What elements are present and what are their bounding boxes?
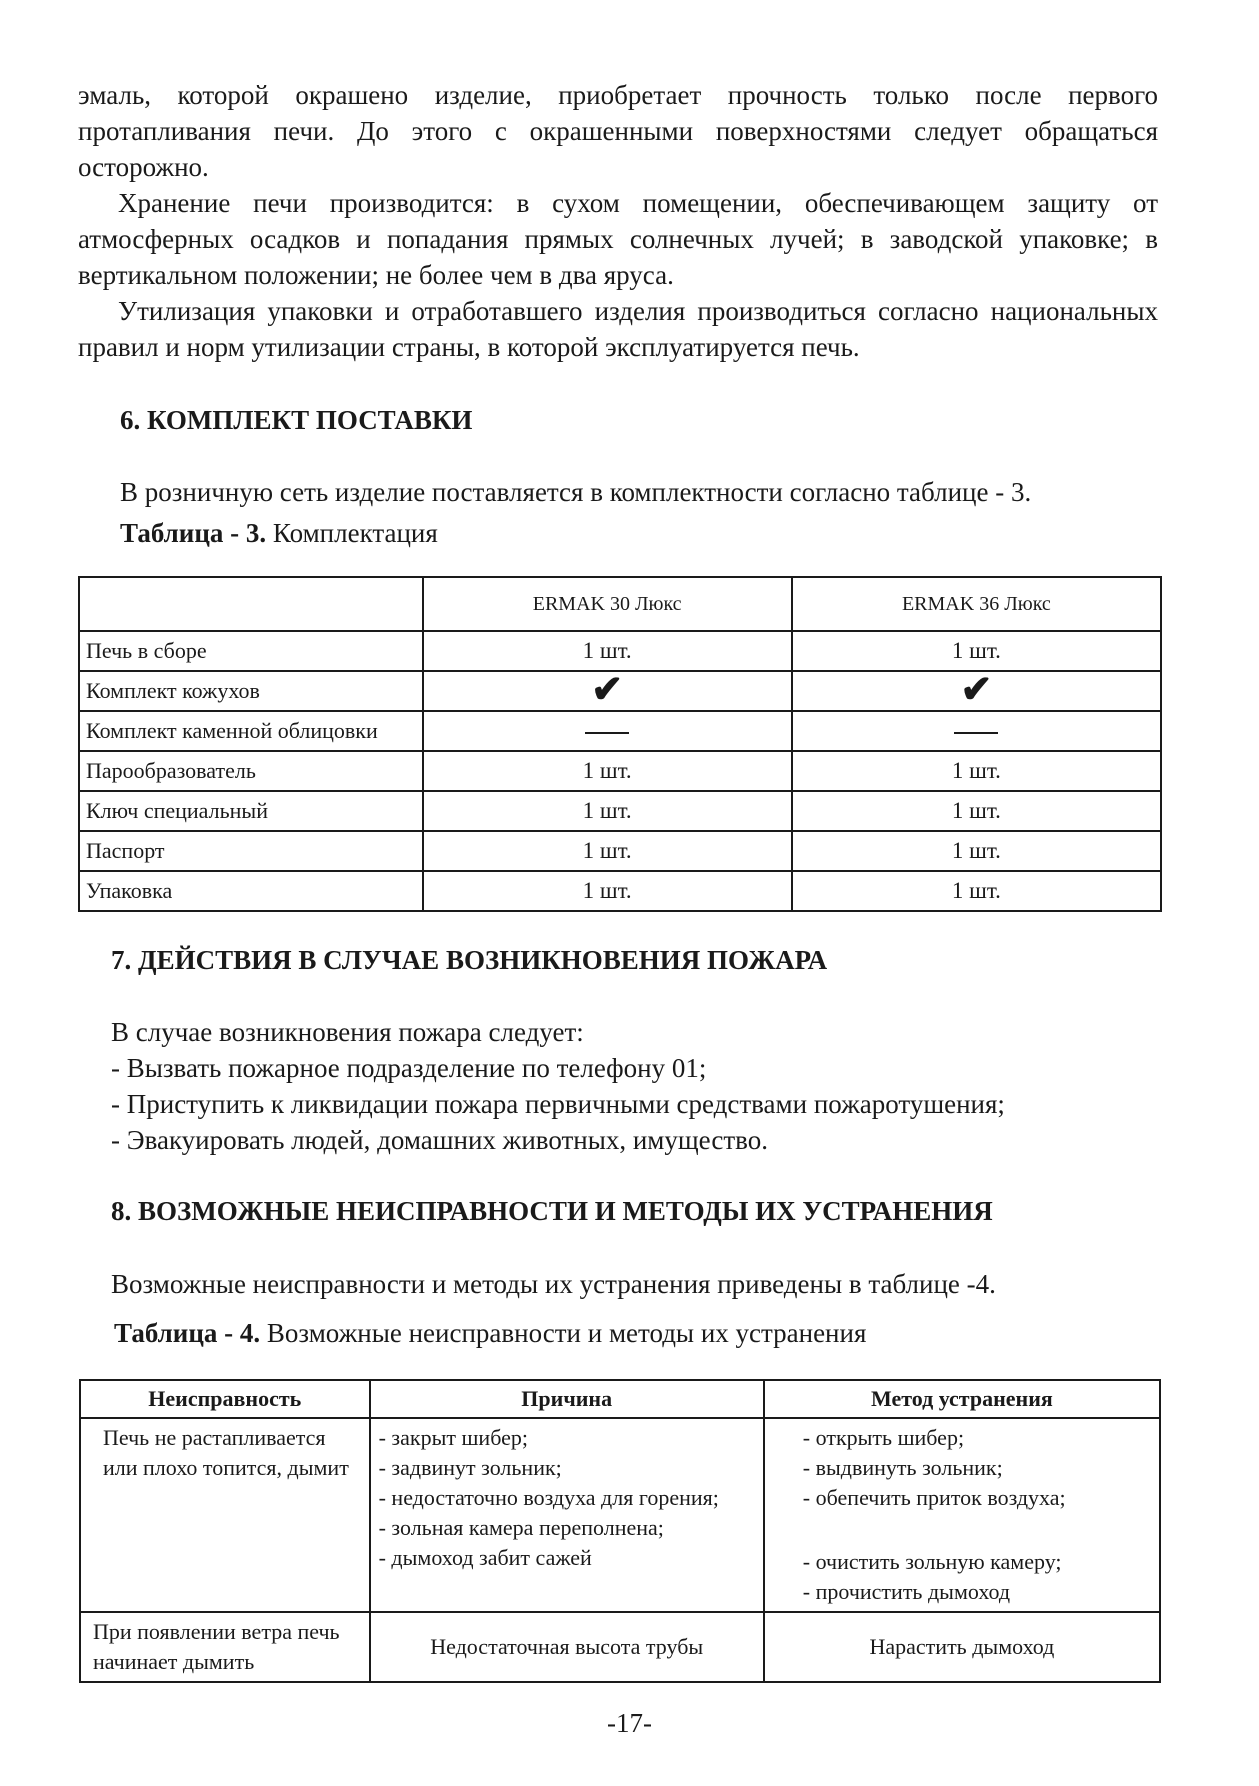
row-value-36: 1 шт. bbox=[792, 871, 1161, 911]
list-item: - Эвакуировать людей, домашних животных, имущество. bbox=[111, 1125, 768, 1155]
section-8-title: 8. ВОЗМОЖНЫЕ НЕИСПРАВНОСТИ И МЕТОДЫ ИХ УСТРАНЕНИЯ bbox=[111, 1196, 993, 1226]
row-value-30: 1 шт. bbox=[423, 631, 792, 671]
section-8-text: Возможные неисправности и методы их устранения приведены в таблице -4. bbox=[111, 1269, 996, 1299]
row-value-36: 1 шт. bbox=[792, 791, 1161, 831]
list-item: - обепечить приток воздуха; bbox=[802, 1485, 1066, 1510]
row-value-30: 1 шт. bbox=[423, 831, 792, 871]
method-cell: Нарастить дымоход bbox=[764, 1612, 1160, 1682]
list-item: - прочистить дымоход bbox=[802, 1579, 1011, 1604]
row-value-36: 1 шт. bbox=[792, 831, 1161, 871]
intro-paragraph-1: эмаль, которой окрашено изделие, приобретает прочность только после первого протапливания печи. До этого с окрашенными поверхностями следует обращаться осторожно. bbox=[78, 80, 1158, 182]
row-value-30: 1 шт. bbox=[423, 751, 792, 791]
section-7-title: 7. ДЕЙСТВИЯ В СЛУЧАЕ ВОЗНИКНОВЕНИЯ ПОЖАРА bbox=[111, 945, 828, 975]
table-header-model-30: ERMAK 30 Люкс bbox=[423, 577, 792, 631]
equipment-table bbox=[78, 576, 1162, 912]
dash-icon bbox=[585, 732, 629, 734]
fault-cell: При появлении ветра печь начинает дымить bbox=[80, 1612, 370, 1682]
list-item: - Вызвать пожарное подразделение по телефону 01; bbox=[111, 1053, 707, 1083]
row-item: Печь в сборе bbox=[79, 631, 423, 671]
fault-cell: Печь не растапливается или плохо топится, дымит bbox=[80, 1418, 370, 1612]
list-item: - дымоход забит сажей bbox=[378, 1545, 592, 1570]
cause-cell: Недостаточная высота трубы bbox=[370, 1612, 764, 1682]
header-method: Метод устранения bbox=[764, 1380, 1160, 1418]
table-row bbox=[80, 1612, 1160, 1682]
intro-paragraph-3: Утилизация упаковки и отработавшего изделия производиться согласно национальных правил и норм утилизации страны, в которой эксплуатируется печь. bbox=[78, 296, 1158, 362]
checkmark-icon: ✔ bbox=[591, 668, 624, 711]
list-item: - Приступить к ликвидации пожара первичными средствами пожаротушения; bbox=[111, 1089, 1005, 1119]
section-6-text: В розничную сеть изделие поставляется в комплектности согласно таблице - 3. bbox=[120, 477, 1032, 507]
list-item: - открыть шибер; bbox=[802, 1425, 965, 1450]
list-item: - очистить зольную камеру; bbox=[802, 1549, 1062, 1574]
table-row bbox=[79, 751, 1161, 791]
faults-table bbox=[79, 1379, 1161, 1683]
list-item: - закрыт шибер; bbox=[378, 1425, 528, 1450]
row-value-30: 1 шт. bbox=[423, 871, 792, 911]
table-row bbox=[79, 631, 1161, 671]
table-row bbox=[79, 671, 1161, 711]
table-row bbox=[79, 711, 1161, 751]
table-4-caption bbox=[114, 1318, 866, 1349]
row-value-36: 1 шт. bbox=[792, 751, 1161, 791]
row-value-30: 1 шт. bbox=[423, 791, 792, 831]
row-value-36: 1 шт. bbox=[792, 631, 1161, 671]
table-3-caption-label: Таблица - 3. bbox=[120, 518, 267, 548]
table-header-model-36: ERMAK 36 Люкс bbox=[792, 577, 1161, 631]
table-4-caption-text: Возможные неисправности и методы их устранения bbox=[260, 1318, 867, 1348]
section-6-title: 6. КОМПЛЕКТ ПОСТАВКИ bbox=[120, 405, 473, 435]
table-4-caption-label: Таблица - 4. bbox=[114, 1318, 261, 1348]
table-row bbox=[80, 1418, 1160, 1612]
table-row bbox=[79, 831, 1161, 871]
header-cause: Причина bbox=[370, 1380, 764, 1418]
row-item: Паспорт bbox=[79, 831, 423, 871]
row-item: Упаковка bbox=[79, 871, 423, 911]
method-cell bbox=[764, 1418, 1160, 1612]
table-3-caption-text: Комплектация bbox=[266, 518, 438, 548]
list-item: - задвинут зольник; bbox=[378, 1455, 562, 1480]
table-row bbox=[79, 791, 1161, 831]
row-item: Ключ специальный bbox=[79, 791, 423, 831]
list-item: - выдвинуть зольник; bbox=[802, 1455, 1003, 1480]
table-header-empty bbox=[79, 577, 423, 631]
row-item: Комплект кожухов bbox=[79, 671, 423, 711]
checkmark-icon: ✔ bbox=[960, 668, 993, 711]
dash-icon bbox=[954, 732, 998, 734]
intro-text bbox=[78, 77, 1158, 365]
row-item: Комплект каменной облицовки bbox=[79, 711, 423, 751]
table-row bbox=[79, 871, 1161, 911]
cause-cell bbox=[370, 1418, 764, 1612]
page-number: -17- bbox=[607, 1708, 652, 1738]
list-item: - зольная камера переполнена; bbox=[378, 1515, 664, 1540]
intro-paragraph-2: Хранение печи производится: в сухом помещении, обеспечивающем защиту от атмосферных осадков и попадания прямых солнечных лучей; в заводской упаковке; в вертикальном положении; не более чем в два яруса. bbox=[78, 188, 1158, 290]
list-item: - недостаточно воздуха для горения; bbox=[378, 1485, 719, 1510]
table-header-row bbox=[80, 1380, 1160, 1418]
table-3-caption bbox=[120, 518, 438, 549]
table-header-row bbox=[79, 577, 1161, 631]
section-7-intro: В случае возникновения пожара следует: bbox=[111, 1017, 584, 1047]
header-fault: Неисправность bbox=[80, 1380, 370, 1418]
row-item: Парообразователь bbox=[79, 751, 423, 791]
